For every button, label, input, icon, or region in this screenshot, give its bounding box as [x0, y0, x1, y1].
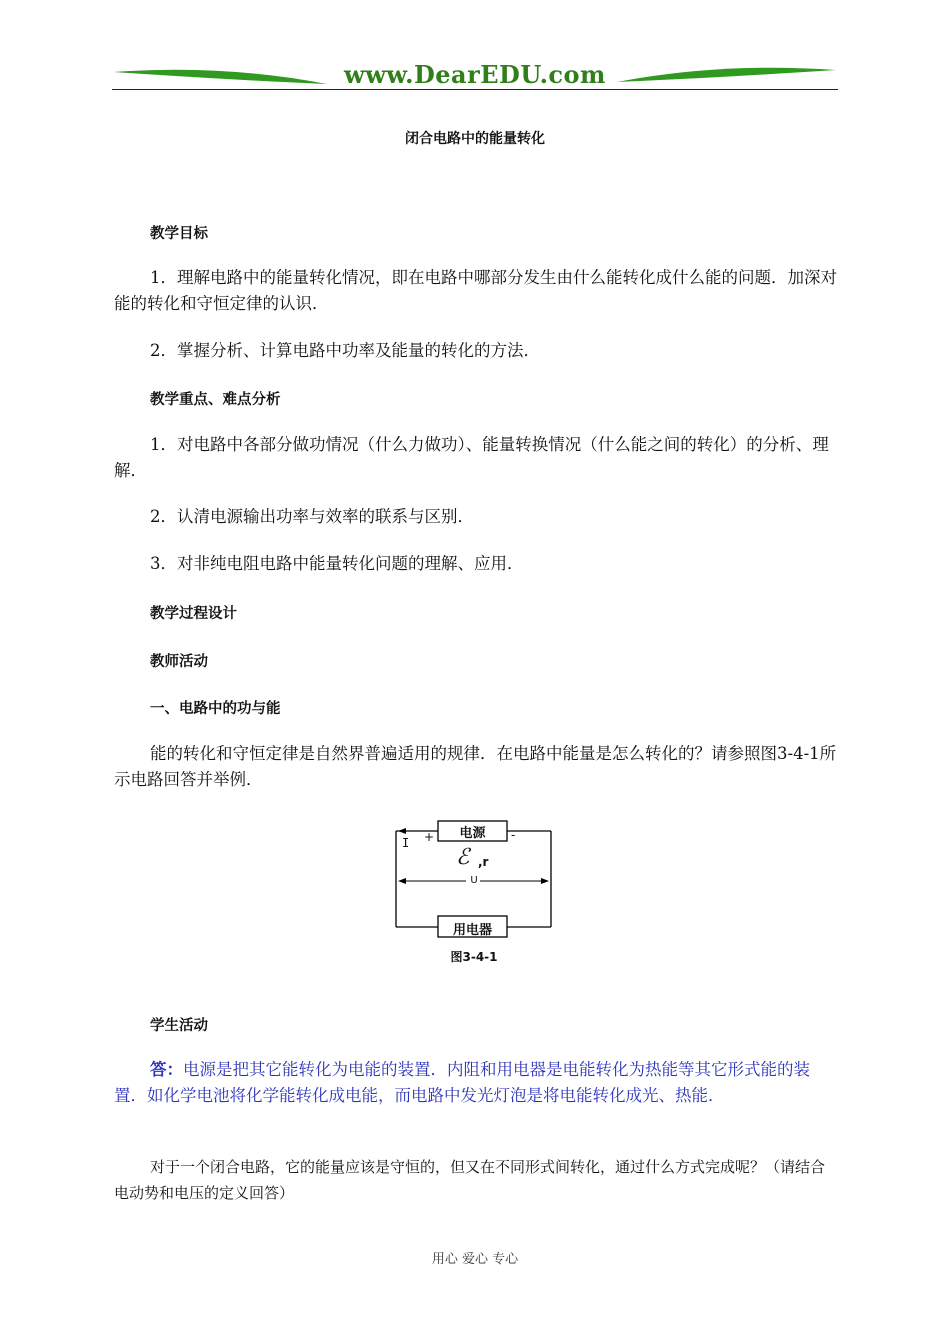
- paragraph-1: 能的转化和守恒定律是自然界普遍适用的规律．在电路中能量是怎么转化的？请参照图3-4-1所示电路回答并举例．: [114, 744, 837, 789]
- answer-label: 答：: [150, 1060, 183, 1079]
- key-3: 3．对非纯电阻电路中能量转化问题的理解、应用．: [150, 554, 524, 573]
- goal-2: 2．掌握分析、计算电路中功率及能量的转化的方法．: [150, 341, 540, 360]
- current-arrow-icon: [398, 828, 406, 834]
- header-banner: [112, 58, 838, 96]
- goal-1: 1．理解电路中的能量转化情况，即在电路中哪部分发生由什么能转化成什么能的问题．加深对能的转化和守恒定律的认识．: [114, 268, 837, 313]
- page-title: 闭合电路中的能量转化: [405, 131, 545, 147]
- process-heading: 教学过程设计: [150, 606, 237, 622]
- figure-caption: 图3-4-1: [450, 950, 498, 964]
- emf-suffix: ,r: [478, 855, 489, 869]
- voltage-arrow-left-icon: [398, 878, 406, 884]
- header-divider: [112, 89, 838, 90]
- plus-sign: +: [424, 830, 435, 844]
- key-1: 1．对电路中各部分做功情况（什么力做功）、能量转换情况（什么能之间的转化）的分析、理解．: [114, 435, 829, 480]
- answer-text: 电源是把其它能转化为电能的装置．内阻和用电器是电能转化为热能等其它形式能的装置．如化学电池将化学能转化成电能，而电路中发光灯泡是将电能转化成光、热能．: [114, 1060, 810, 1105]
- brand-logo-text[interactable]: www.DearEDU.com: [344, 60, 606, 89]
- key-2: 2．认清电源输出功率与效率的联系与区别．: [150, 507, 474, 526]
- goals-heading: 教学目标: [150, 226, 208, 242]
- part1-heading: 一、电路中的功与能: [150, 701, 281, 717]
- source-label: 电源: [459, 826, 486, 841]
- teacher-heading: 教师活动: [150, 654, 208, 670]
- student-heading: 学生活动: [150, 1018, 208, 1034]
- circuit-diagram: [390, 818, 560, 968]
- keys-heading: 教学重点、难点分析: [150, 392, 281, 408]
- footer-motto: 用心 爱心 专心: [431, 1252, 519, 1267]
- voltage-label: U: [470, 875, 478, 886]
- emf-symbol: ℰ: [456, 845, 470, 870]
- voltage-arrow-right-icon: [541, 878, 549, 884]
- minus-sign: -: [511, 828, 516, 842]
- load-label: 用电器: [452, 923, 492, 938]
- paragraph-2: 对于一个闭合电路，它的能量应该是守恒的，但又在不同形式间转化，通过什么方式完成呢？（请结合电动势和电压的定义回答）: [114, 1158, 826, 1202]
- answer-paragraph: [114, 1057, 838, 1109]
- current-label: I: [402, 836, 410, 850]
